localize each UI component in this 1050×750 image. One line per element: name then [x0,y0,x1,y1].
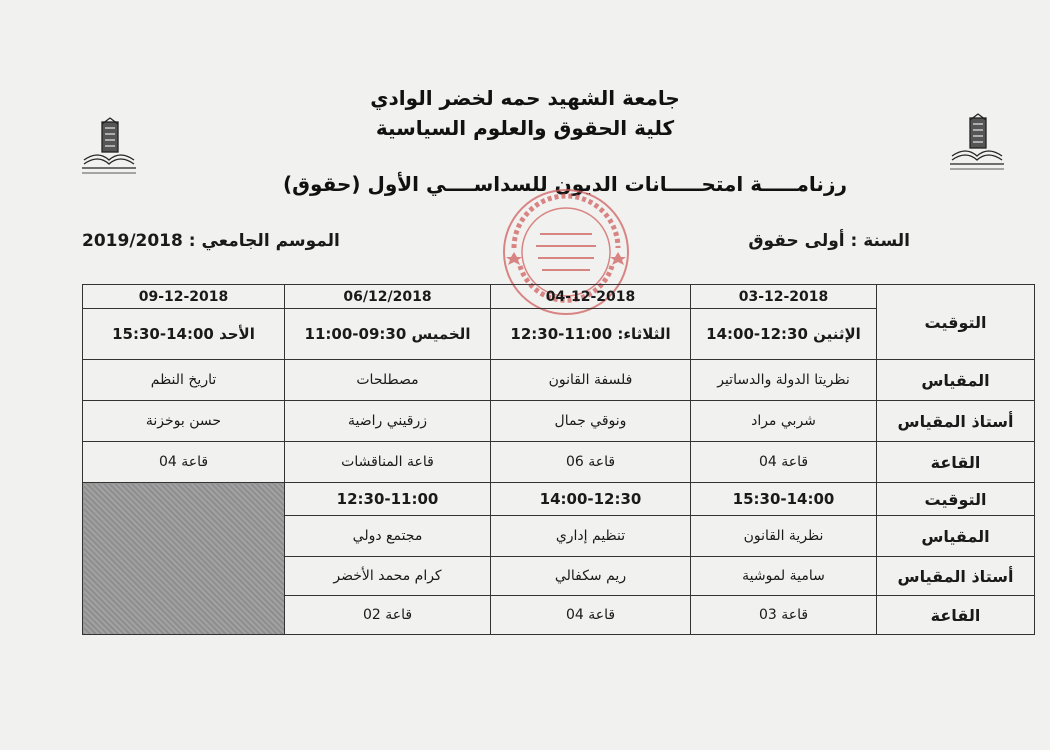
university-logo-icon [78,116,140,178]
row-label-teacher: أستاذ المقياس [877,401,1035,442]
room-name: قاعة 03 [691,596,877,635]
table-row [83,401,1035,442]
room-name: قاعة المناقشات [285,442,491,483]
academic-year-level: السنة : أولى حقوق [748,231,910,251]
room-name: قاعة 04 [691,442,877,483]
table-row [83,442,1035,483]
exam-time: 14:00-12:30 [491,483,691,516]
row-label-module: المقياس [877,516,1035,557]
module-name: مصطلحات [285,360,491,401]
room-name: قاعة 06 [491,442,691,483]
teacher-name: ونوقي جمال [491,401,691,442]
exam-date: 09-12-2018 [83,285,285,309]
row-label-timing: التوقيت [877,285,1035,360]
module-name: نظريتا الدولة والدساتير [691,360,877,401]
table-row [83,360,1035,401]
row-label-room: القاعة [877,596,1035,635]
teacher-name: زرقيني راضية [285,401,491,442]
row-label-teacher: أستاذ المقياس [877,557,1035,596]
exam-day-time: الثلاثاء: 11:00-12:30 [491,309,691,360]
calendar-title: رزنامـــــة امتحـــــانات الديون للسداســــي الأول (حقوق) [283,172,847,196]
academic-season: الموسم الجامعي : 2019/2018 [82,231,340,251]
university-logo-icon [946,112,1008,174]
module-name: فلسفة القانون [491,360,691,401]
row-label-room: القاعة [877,442,1035,483]
exam-day-time: الأحد 14:00-15:30 [83,309,285,360]
teacher-name: ريم سكفالي [491,557,691,596]
teacher-name: شربي مراد [691,401,877,442]
module-name: مجتمع دولي [285,516,491,557]
university-name: جامعة الشهيد حمه لخضر الوادي [370,86,680,110]
exam-day-time: الإثنين 12:30-14:00 [691,309,877,360]
teacher-name: سامية لموشية [691,557,877,596]
faculty-name: كلية الحقوق والعلوم السياسية [375,116,675,140]
room-name: قاعة 04 [83,442,285,483]
table-row [83,285,1035,309]
module-name: نظرية القانون [691,516,877,557]
exam-date: 04-12-2018 [491,285,691,309]
room-name: قاعة 02 [285,596,491,635]
exam-day-time: الخميس 09:30-11:00 [285,309,491,360]
module-name: تنظيم إداري [491,516,691,557]
exam-date: 03-12-2018 [691,285,877,309]
exam-time: 15:30-14:00 [691,483,877,516]
teacher-name: حسن بوخزنة [83,401,285,442]
row-label-timing: التوقيت [877,483,1035,516]
exam-schedule-table [82,284,1035,635]
table-row [83,483,1035,516]
row-label-module: المقياس [877,360,1035,401]
module-name: تاريخ النظم [83,360,285,401]
teacher-name: كرام محمد الأخضر [285,557,491,596]
exam-time: 12:30-11:00 [285,483,491,516]
room-name: قاعة 04 [491,596,691,635]
exam-date: 06/12/2018 [285,285,491,309]
empty-shaded-cell [83,483,285,635]
